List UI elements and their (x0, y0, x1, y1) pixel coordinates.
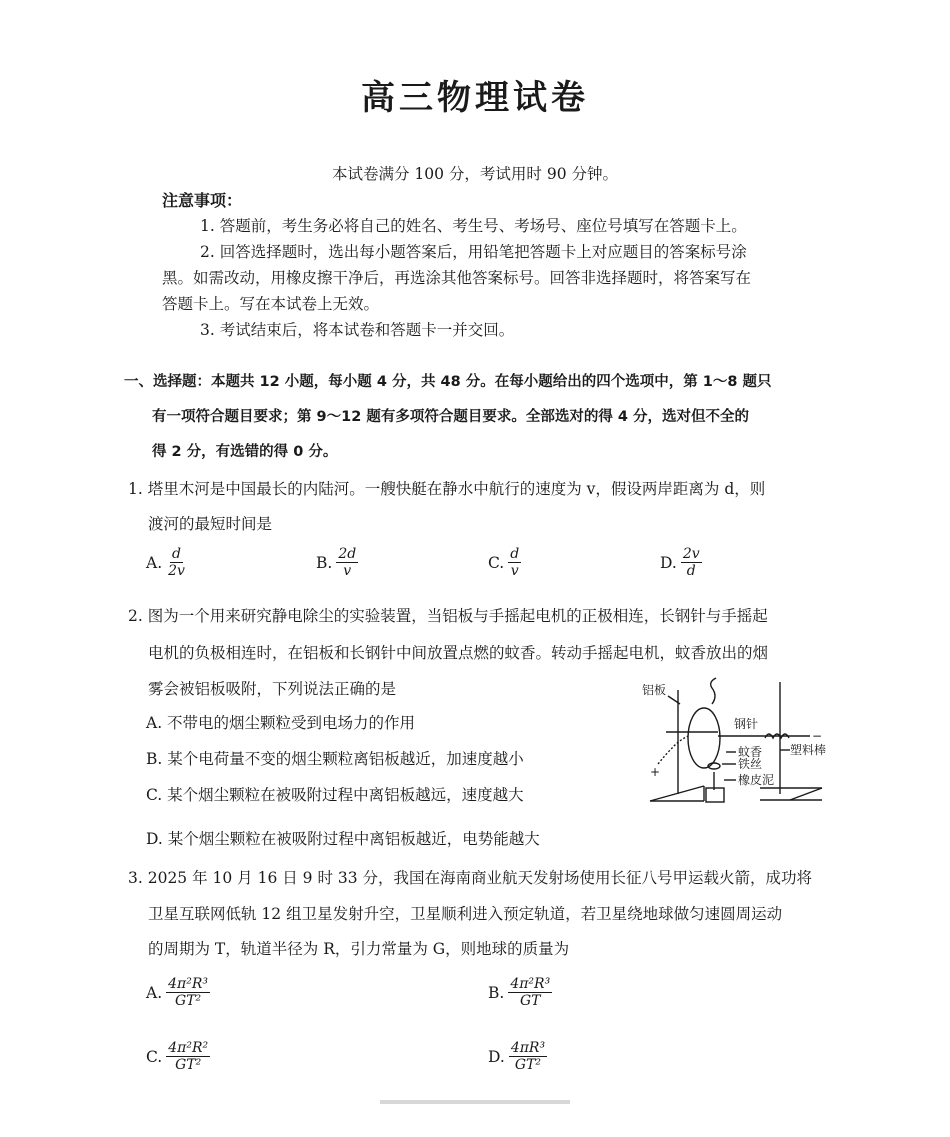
label-mosquito-coil: 蚊香 (738, 745, 763, 759)
label-clay: 橡皮泥 (738, 773, 775, 787)
option-label: B. (316, 553, 333, 572)
option-label: C. (488, 553, 505, 572)
fraction: $\frac{2d}{v}$ (338, 546, 357, 580)
option-label: D. (488, 1047, 505, 1066)
question-2-stem: 2. 图为一个用来研究静电除尘的实验装置，当铝板与手摇起电机的正极相连，长钢针与手摇起 (128, 607, 768, 625)
notice-line: 1. 答题前，考生务必将自己的姓名、考生号、考场号、座位号填写在答题卡上。 (200, 217, 747, 235)
notice-line: 3. 考试结束后，将本试卷和答题卡一并交回。 (200, 321, 515, 339)
label-iron-wire: 铁丝 (738, 757, 763, 771)
q3-option-a[interactable] (146, 976, 210, 1009)
label-positive: + (650, 765, 661, 779)
page-title: 高三物理试卷 (361, 78, 589, 118)
section-heading: 有一项符合题目要求；第 9～12 题有多项符合题目要求。全部选对的得 4 分，选对但不全的 (152, 409, 750, 425)
notice-line: 2. 回答选择题时，选出每小题答案后，用铅笔把答题卡上对应题目的答案标号涂 (200, 243, 747, 261)
wire-coil-left (658, 736, 688, 764)
option-label: A. (146, 983, 163, 1002)
q3-option-d[interactable] (488, 1040, 547, 1073)
section-heading: 得 2 分，有选错的得 0 分。 (152, 444, 338, 460)
right-stand-base (790, 788, 822, 800)
label-negative: − (812, 729, 823, 743)
option-label: B. (488, 983, 505, 1002)
electrostatic-precipitator-figure (640, 676, 830, 810)
notice-line: 答题卡上。写在本试卷上无效。 (162, 295, 380, 313)
fraction: $\frac{d}{v}$ (510, 546, 520, 580)
question-3-stem: 的周期为 T，轨道半径为 R，引力常量为 G，则地球的质量为 (148, 940, 570, 958)
label-aluminium-plate: 铝板 (642, 683, 667, 697)
option-label: C. (146, 1047, 163, 1066)
notice-line: 黑。如需改动，用橡皮擦干净后，再选涂其他答案标号。回答非选择题时，将答案写在 (162, 269, 752, 287)
aluminium-plate (688, 708, 720, 768)
q2-option-a[interactable]: A. 不带电的烟尘颗粒受到电场力的作用 (146, 714, 416, 732)
q1-option-c[interactable] (488, 546, 521, 579)
clay-base (706, 788, 724, 802)
fraction: $\frac{\text{4πR³}}{\text{GT²}}$ (510, 1040, 546, 1074)
question-2-stem: 雾会被铝板吸附，下列说法正确的是 (148, 680, 397, 698)
question-1-stem: 渡河的最短时间是 (148, 515, 273, 533)
question-1-stem: 1. 塔里木河是中国最长的内陆河。一艘快艇在静水中航行的速度为 v，假设两岸距离为 d，则 (128, 480, 766, 498)
label-steel-needle: 钢针 (734, 717, 759, 731)
q1-option-d[interactable] (660, 546, 702, 579)
left-stand-base (650, 786, 704, 801)
question-3-stem: 3. 2025 年 10 月 16 日 9 时 33 分，我国在海南商业航天发射场使用长征八号甲运载火箭，成功将 (128, 869, 813, 887)
fraction: $\frac{\text{4π²R³}}{\text{GT²}}$ (168, 976, 208, 1010)
q3-option-c[interactable] (146, 1040, 210, 1073)
question-2-stem: 电机的负极相连时，在铝板和长钢针中间放置点燃的蚊香。转动手摇起电机，蚊香放出的烟 (148, 644, 769, 662)
option-label: A. (146, 553, 163, 572)
question-3-stem: 卫星互联网低轨 12 组卫星发射升空，卫星顺利进入预定轨道，若卫星绕地球做匀速圆周运动 (148, 905, 783, 923)
label-plastic-rod: 塑料棒 (790, 743, 827, 757)
q2-option-d[interactable]: D. 某个烟尘颗粒在被吸附过程中离铝板越近，电势能越大 (146, 830, 540, 848)
q1-option-b[interactable] (316, 546, 358, 579)
page-footer-mark (380, 1100, 570, 1104)
q3-option-b[interactable] (488, 976, 552, 1009)
fraction: $\frac{\text{4π²R²}}{\text{GT²}}$ (168, 1040, 209, 1074)
exam-intro: 本试卷满分 100 分，考试用时 90 分钟。 (331, 165, 619, 183)
notice-heading: 注意事项： (162, 191, 243, 210)
q1-option-a[interactable] (146, 546, 187, 579)
fraction: $\frac{2v}{d}$ (682, 546, 700, 580)
q2-option-c[interactable]: C. 某个烟尘颗粒在被吸附过程中离铝板越远，速度越大 (146, 786, 524, 804)
q2-option-b[interactable]: B. 某个电荷量不变的烟尘颗粒离铝板越近，加速度越小 (146, 750, 524, 768)
fraction: $\frac{d}{2v}$ (168, 546, 185, 580)
smoke-curve (711, 678, 716, 704)
option-label: D. (660, 553, 677, 572)
fraction: $\frac{\text{4π²R³}}{GT}$ (510, 976, 551, 1010)
section-heading: 一、选择题：本题共 12 小题，每小题 4 分，共 48 分。在每小题给出的四个选项中，第 1～8 题只 (124, 374, 772, 390)
